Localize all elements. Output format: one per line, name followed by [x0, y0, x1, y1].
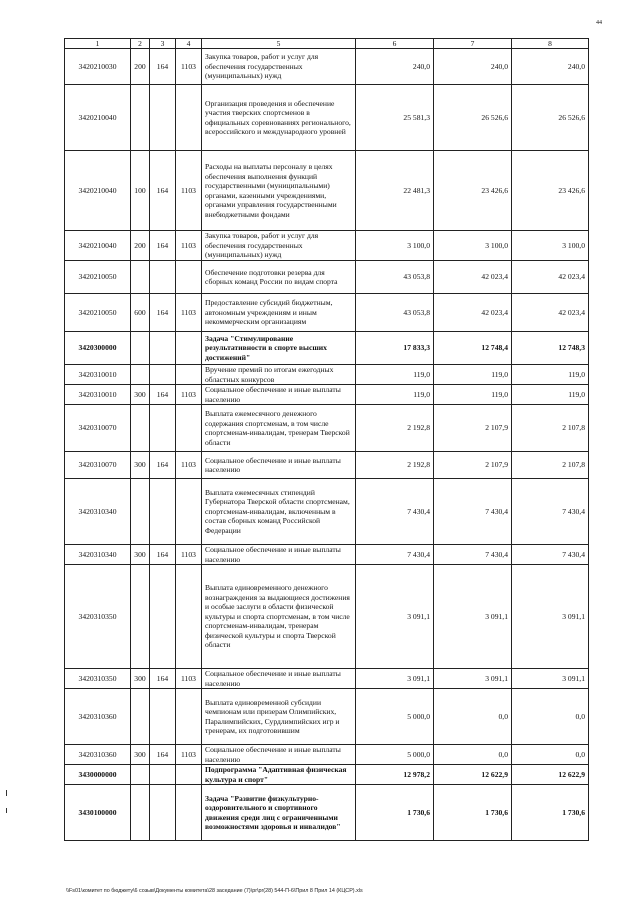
section-cell: [176, 261, 202, 294]
section-cell: [176, 405, 202, 452]
scan-mark: [6, 790, 7, 796]
table-row: [65, 689, 589, 745]
rz-cell: 300: [131, 745, 150, 765]
table-row: [65, 745, 589, 765]
table-row: [65, 785, 589, 841]
description-cell: Социальное обеспечение и иные выплаты населению: [202, 545, 356, 565]
table-row: [65, 452, 589, 479]
section-cell: 1103: [176, 669, 202, 689]
value-cell: 42 023,4: [512, 261, 589, 294]
section-cell: 1103: [176, 231, 202, 261]
value-cell: 22 481,3: [356, 151, 434, 231]
rz-cell: [131, 765, 150, 785]
header-cell: 2: [131, 39, 150, 49]
section-cell: 1103: [176, 385, 202, 405]
value-cell: 0,0: [434, 689, 512, 745]
value-cell: 0,0: [512, 689, 589, 745]
value-cell: 119,0: [356, 385, 434, 405]
section-cell: [176, 365, 202, 385]
value-cell: 12 748,4: [434, 332, 512, 365]
table-row: [65, 49, 589, 85]
description-cell: Социальное обеспечение и иные выплаты населению: [202, 745, 356, 765]
code-cell: 3420210040: [65, 151, 131, 231]
code-cell: 3420310010: [65, 385, 131, 405]
table-row: [65, 294, 589, 332]
table-row: [65, 231, 589, 261]
code-cell: 3420210040: [65, 231, 131, 261]
admin-cell: 164: [150, 294, 176, 332]
value-cell: 23 426,6: [512, 151, 589, 231]
code-cell: 3420310360: [65, 745, 131, 765]
code-cell: 3420310340: [65, 545, 131, 565]
value-cell: 12 622,9: [434, 765, 512, 785]
budget-table: [64, 38, 589, 841]
rz-cell: [131, 85, 150, 151]
value-cell: 0,0: [434, 745, 512, 765]
description-cell: Организация проведения и обеспечение участия тверских спортсменов в официальных соревнованиях регионального, всероссийского и международного уровней: [202, 85, 356, 151]
admin-cell: [150, 785, 176, 841]
table-row: [65, 365, 589, 385]
value-cell: 2 107,8: [512, 405, 589, 452]
value-cell: 2 192,8: [356, 405, 434, 452]
value-cell: 12 748,3: [512, 332, 589, 365]
value-cell: 43 053,8: [356, 294, 434, 332]
section-cell: [176, 689, 202, 745]
value-cell: 12 622,9: [512, 765, 589, 785]
value-cell: 119,0: [356, 365, 434, 385]
table-row: [65, 261, 589, 294]
value-cell: 7 430,4: [512, 479, 589, 545]
value-cell: 23 426,6: [434, 151, 512, 231]
value-cell: 42 023,4: [512, 294, 589, 332]
code-cell: 3430100000: [65, 785, 131, 841]
value-cell: 119,0: [434, 385, 512, 405]
value-cell: 26 526,6: [434, 85, 512, 151]
description-cell: Социальное обеспечение и иные выплаты населению: [202, 452, 356, 479]
admin-cell: [150, 479, 176, 545]
rz-cell: 100: [131, 151, 150, 231]
value-cell: 2 192,8: [356, 452, 434, 479]
table-row: [65, 545, 589, 565]
header-cell: 7: [434, 39, 512, 49]
value-cell: 7 430,4: [356, 545, 434, 565]
admin-cell: 164: [150, 49, 176, 85]
rz-cell: [131, 689, 150, 745]
admin-cell: 164: [150, 231, 176, 261]
value-cell: 119,0: [434, 365, 512, 385]
description-cell: Задача "Стимулирование результативности в спорте высших достижений": [202, 332, 356, 365]
rz-cell: 300: [131, 452, 150, 479]
value-cell: 3 091,1: [512, 565, 589, 669]
value-cell: 2 107,9: [434, 452, 512, 479]
section-cell: 1103: [176, 151, 202, 231]
section-cell: [176, 565, 202, 669]
code-cell: 3420310360: [65, 689, 131, 745]
value-cell: 2 107,8: [512, 452, 589, 479]
code-cell: 3420310340: [65, 479, 131, 545]
value-cell: 25 581,3: [356, 85, 434, 151]
description-cell: Закупка товаров, работ и услуг для обеспечения государственных (муниципальных) нужд: [202, 49, 356, 85]
header-cell: 6: [356, 39, 434, 49]
table-row: [65, 479, 589, 545]
rz-cell: 300: [131, 385, 150, 405]
code-cell: 3420300000: [65, 332, 131, 365]
rz-cell: [131, 405, 150, 452]
value-cell: 3 100,0: [434, 231, 512, 261]
admin-cell: 164: [150, 385, 176, 405]
section-cell: 1103: [176, 452, 202, 479]
value-cell: 7 430,4: [434, 545, 512, 565]
code-cell: 3420210050: [65, 261, 131, 294]
description-cell: Закупка товаров, работ и услуг для обеспечения государственных (муниципальных) нужд: [202, 231, 356, 261]
rz-cell: [131, 261, 150, 294]
admin-cell: [150, 565, 176, 669]
scan-mark: [6, 808, 7, 813]
value-cell: 1 730,6: [434, 785, 512, 841]
table-row: [65, 565, 589, 669]
header-cell: 4: [176, 39, 202, 49]
rz-cell: [131, 785, 150, 841]
code-cell: 3420310070: [65, 405, 131, 452]
description-cell: Социальное обеспечение и иные выплаты населению: [202, 669, 356, 689]
description-cell: Обеспечение подготовки резерва для сборных команд России по видам спорта: [202, 261, 356, 294]
admin-cell: [150, 405, 176, 452]
admin-cell: 164: [150, 745, 176, 765]
rz-cell: [131, 365, 150, 385]
value-cell: 3 100,0: [356, 231, 434, 261]
value-cell: 3 091,1: [434, 669, 512, 689]
rz-cell: [131, 332, 150, 365]
value-cell: 42 023,4: [434, 294, 512, 332]
table-row: [65, 151, 589, 231]
table-row: [65, 332, 589, 365]
description-cell: Предоставление субсидий бюджетным, автономным учреждениям и иным некоммерческим организациям: [202, 294, 356, 332]
admin-cell: 164: [150, 545, 176, 565]
value-cell: 1 730,6: [512, 785, 589, 841]
description-cell: Выплата ежемесячного денежного содержания спортсменам, в том числе спортсменам-инвалидам, тренерам Тверской области: [202, 405, 356, 452]
value-cell: 119,0: [512, 385, 589, 405]
value-cell: 7 430,4: [512, 545, 589, 565]
description-cell: Выплата ежемесячных стипендий Губернатора Тверской области спортсменам, спортсменам-инвалидам, включенным в состав сборных команд Российской Федерации: [202, 479, 356, 545]
header-cell: 8: [512, 39, 589, 49]
header-cell: 3: [150, 39, 176, 49]
code-cell: 3420210040: [65, 85, 131, 151]
description-cell: Социальное обеспечение и иные выплаты населению: [202, 385, 356, 405]
value-cell: 17 833,3: [356, 332, 434, 365]
description-cell: Выплата единовременной субсидии чемпионам или призерам Олимпийских, Паралимпийских, Сурдлимпийских игр и тренерам, их подготовившим: [202, 689, 356, 745]
rz-cell: 200: [131, 49, 150, 85]
admin-cell: 164: [150, 669, 176, 689]
value-cell: 43 053,8: [356, 261, 434, 294]
description-cell: Выплата единовременного денежного вознаграждения за выдающиеся достижения и особые заслуги в области физической культуры и спорта спортсменам, в том числе спортсменам-инвалидам, тренерам физической культуры и спорта Тверской области: [202, 565, 356, 669]
rz-cell: 200: [131, 231, 150, 261]
section-cell: [176, 765, 202, 785]
admin-cell: [150, 365, 176, 385]
value-cell: 240,0: [356, 49, 434, 85]
code-cell: 3420310010: [65, 365, 131, 385]
code-cell: 3420310350: [65, 565, 131, 669]
description-cell: Вручение премий по итогам ежегодных областных конкурсов: [202, 365, 356, 385]
admin-cell: 164: [150, 151, 176, 231]
value-cell: 12 978,2: [356, 765, 434, 785]
value-cell: 5 000,0: [356, 689, 434, 745]
description-cell: Подпрограмма "Адаптивная физическая культура и спорт": [202, 765, 356, 785]
header-cell: 5: [202, 39, 356, 49]
file-path-footer: \\Fs01\комитет по бюджету\6 созыв\Документы комитета\28 заседание (7)\pr\pr(28) 544-П-6\Прил 8 Прил 14 (КЦСР).xls: [66, 888, 363, 894]
rz-cell: [131, 479, 150, 545]
value-cell: 2 107,9: [434, 405, 512, 452]
section-cell: [176, 332, 202, 365]
section-cell: 1103: [176, 745, 202, 765]
admin-cell: 164: [150, 452, 176, 479]
table-row: [65, 405, 589, 452]
admin-cell: [150, 85, 176, 151]
table-row: [65, 85, 589, 151]
table-row: [65, 765, 589, 785]
table-header-row: [65, 39, 589, 49]
value-cell: 3 100,0: [512, 231, 589, 261]
admin-cell: [150, 689, 176, 745]
admin-cell: [150, 332, 176, 365]
admin-cell: [150, 261, 176, 294]
value-cell: 3 091,1: [512, 669, 589, 689]
value-cell: 5 000,0: [356, 745, 434, 765]
rz-cell: 600: [131, 294, 150, 332]
value-cell: 119,0: [512, 365, 589, 385]
value-cell: 7 430,4: [434, 479, 512, 545]
value-cell: 1 730,6: [356, 785, 434, 841]
description-cell: Расходы на выплаты персоналу в целях обеспечения выполнения функций государственными (муниципальными) органами, казенными учреждениями, органами управления государственными внебюджетными фондами: [202, 151, 356, 231]
value-cell: 42 023,4: [434, 261, 512, 294]
value-cell: 240,0: [512, 49, 589, 85]
section-cell: 1103: [176, 294, 202, 332]
rz-cell: 300: [131, 669, 150, 689]
header-cell: 1: [65, 39, 131, 49]
code-cell: 3420210030: [65, 49, 131, 85]
page-number: 44: [596, 20, 602, 26]
section-cell: [176, 785, 202, 841]
code-cell: 3430000000: [65, 765, 131, 785]
code-cell: 3420310070: [65, 452, 131, 479]
value-cell: 3 091,1: [434, 565, 512, 669]
value-cell: 3 091,1: [356, 669, 434, 689]
code-cell: 3420310350: [65, 669, 131, 689]
section-cell: [176, 479, 202, 545]
value-cell: 7 430,4: [356, 479, 434, 545]
value-cell: 0,0: [512, 745, 589, 765]
rz-cell: [131, 565, 150, 669]
table-row: [65, 385, 589, 405]
admin-cell: [150, 765, 176, 785]
section-cell: 1103: [176, 545, 202, 565]
section-cell: 1103: [176, 49, 202, 85]
table-row: [65, 669, 589, 689]
section-cell: [176, 85, 202, 151]
description-cell: Задача "Развитие физкультурно-оздоровительного и спортивного движения среди лиц с ограниченными возможностями здоровья и инвалидов": [202, 785, 356, 841]
value-cell: 3 091,1: [356, 565, 434, 669]
value-cell: 26 526,6: [512, 85, 589, 151]
value-cell: 240,0: [434, 49, 512, 85]
rz-cell: 300: [131, 545, 150, 565]
code-cell: 3420210050: [65, 294, 131, 332]
